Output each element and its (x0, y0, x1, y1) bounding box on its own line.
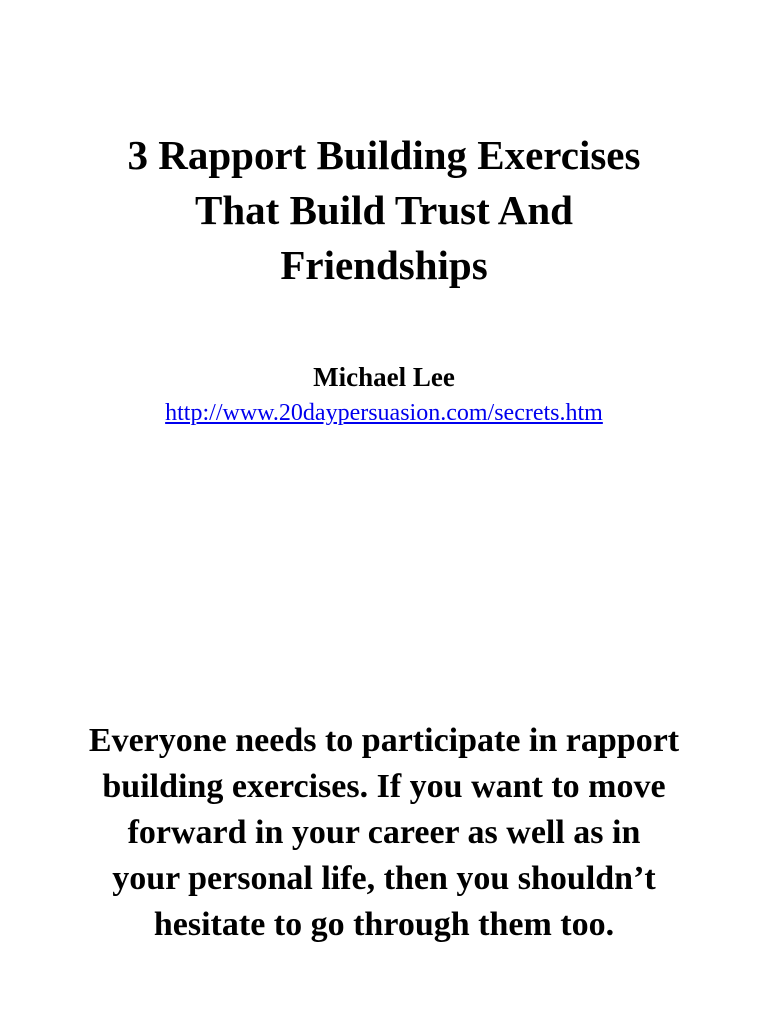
document-title (0, 128, 768, 293)
intro-paragraph (0, 718, 768, 948)
author-name: Michael Lee (313, 362, 455, 392)
title-line: Friendships (280, 242, 488, 288)
intro-line: hesitate to go through them too. (153, 906, 615, 943)
title-line: That Build Trust And (195, 187, 573, 233)
intro-line: your personal life, then you shouldn’t (112, 860, 656, 897)
intro-line: Everyone needs to participate in rapport (88, 722, 680, 759)
intro-line: forward in your career as well as in (127, 814, 641, 851)
intro-line: building exercises. If you want to move (102, 768, 666, 805)
title-line: 3 Rapport Building Exercises (127, 132, 641, 178)
source-link-container (0, 398, 768, 428)
source-link[interactable]: http://www.20daypersuasion.com/secrets.htm (165, 400, 603, 426)
